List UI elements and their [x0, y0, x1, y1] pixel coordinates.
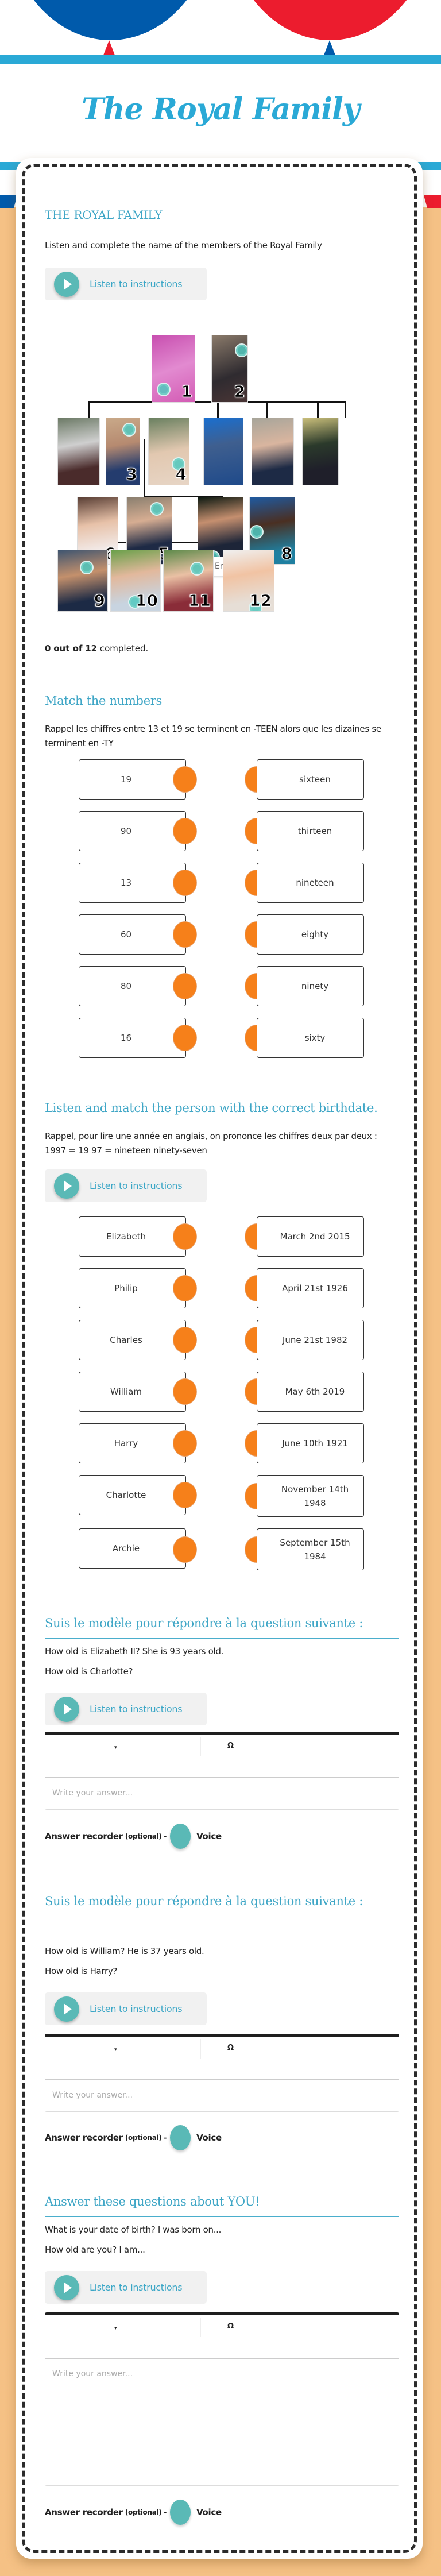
hotspot-icon[interactable] [250, 525, 264, 539]
connector-dot-left[interactable] [173, 921, 197, 948]
hotspot-icon[interactable] [80, 561, 94, 574]
progress-text: 0 out of 12 completed. [45, 643, 149, 654]
tree-line [266, 401, 268, 418]
balloon-knot-blue [324, 40, 335, 55]
answer-recorder: Answer recorder (optional) - Voice [45, 1824, 222, 1849]
match-right-item[interactable]: nineteen [257, 863, 364, 903]
answer-textarea[interactable] [45, 2080, 399, 2111]
match-right-item[interactable]: September 15th 1984 [257, 1528, 364, 1570]
listen-instructions-button[interactable] [45, 1169, 207, 1202]
match-right-item[interactable]: May 6th 2019 [257, 1372, 364, 1412]
photo-3: 3 [106, 418, 140, 485]
section-age-charlotte [45, 1616, 399, 1725]
play-icon [54, 2275, 79, 2300]
connector-dot-left[interactable] [173, 1378, 197, 1405]
section-title: Suis le modèle pour répondre à la question suivante : [45, 1616, 399, 1639]
connector-dot-left[interactable] [173, 1482, 197, 1508]
hotspot-icon[interactable] [157, 383, 171, 396]
section-age-harry [45, 1894, 399, 2025]
photo-2: 2 [211, 335, 248, 403]
question-text: How old is Charlotte? [45, 1666, 133, 1677]
format-dropdown-caret-icon[interactable]: ▾ [114, 1745, 117, 1751]
photo-8: 8 [249, 497, 295, 565]
match-right-item[interactable]: November 14th 1948 [257, 1475, 364, 1517]
photo-11: 11 [163, 550, 214, 612]
connector-dot-left[interactable] [173, 1275, 197, 1301]
connector-dot-left[interactable] [173, 1327, 197, 1353]
match-left-item[interactable]: 19 [79, 759, 186, 800]
match-left-item[interactable]: 16 [79, 1018, 186, 1058]
special-char-omega-icon[interactable]: Ω [227, 2044, 234, 2052]
instruction-text: Listen and complete the name of the members of the Royal Family [45, 240, 322, 250]
page-title: The Royal Family [82, 92, 359, 127]
photo-12: 12 [223, 550, 274, 612]
tree-line [88, 401, 90, 418]
match-left-item[interactable]: Elizabeth [79, 1216, 186, 1257]
answer-editor [45, 1732, 399, 1810]
match-right-item[interactable]: sixteen [257, 759, 364, 800]
play-icon [54, 1996, 79, 2022]
play-icon [54, 1697, 79, 1722]
tree-line [217, 401, 219, 418]
match-right-item[interactable]: June 21st 1982 [257, 1320, 364, 1360]
match-right-item[interactable]: sixty [257, 1018, 364, 1058]
model-sentence: How old is Elizabeth II? She is 93 years old. [45, 1646, 224, 1656]
photo-1: 1 [152, 335, 195, 403]
section-title: Answer these questions about YOU! [45, 2195, 399, 2217]
connector-dot-left[interactable] [173, 1536, 197, 1563]
instruction-text: Rappel les chiffres entre 13 et 19 se terminent en -TEEN alors que les dizaines se terminent en -TY [45, 724, 381, 748]
format-dropdown-caret-icon[interactable]: ▾ [114, 2047, 117, 2053]
answer-textarea[interactable] [45, 1778, 399, 1809]
editor-toolbar [45, 2315, 399, 2359]
section-title: THE ROYAL FAMILY [45, 208, 399, 230]
answer-recorder: Answer recorder (optional) - Voice [45, 2125, 222, 2150]
editor-toolbar [45, 1735, 399, 1778]
connector-dot-left[interactable] [173, 1430, 197, 1457]
match-left-item[interactable]: Harry [79, 1423, 186, 1463]
section-title: Match the numbers [45, 694, 399, 716]
play-icon [54, 272, 79, 297]
match-left-item[interactable]: 90 [79, 811, 186, 851]
toolbar-divider [200, 1737, 201, 1756]
section-match-numbers [45, 694, 399, 751]
toolbar-divider [200, 2318, 201, 2337]
photo-camilla [57, 418, 100, 485]
connector-dot-left[interactable] [173, 1223, 197, 1250]
question-text: How old is Harry? [45, 1966, 118, 1976]
answer-recorder: Answer recorder (optional) - Voice [45, 2500, 222, 2525]
listen-instructions-button[interactable] [45, 1693, 207, 1725]
connector-dot-left[interactable] [173, 1025, 197, 1051]
listen-label: Listen to instructions [90, 2003, 183, 2014]
hotspot-icon[interactable] [235, 343, 248, 357]
tree-line [317, 401, 319, 418]
question-text: What is your date of birth? I was born on... [45, 2224, 222, 2235]
header-stripe [0, 55, 441, 64]
family-tree-image [57, 325, 402, 638]
listen-instructions-button[interactable] [45, 268, 207, 300]
section-royal-family [45, 208, 399, 300]
match-left-item[interactable]: Charlotte [79, 1475, 186, 1515]
photo-edward [302, 418, 339, 485]
match-left-item[interactable]: William [79, 1372, 186, 1412]
hotspot-icon[interactable] [150, 502, 164, 516]
listen-instructions-button[interactable] [45, 2271, 207, 2304]
match-right-item[interactable]: thirteen [257, 811, 364, 851]
question-text: How old are you? I am... [45, 2245, 145, 2255]
match-right-item[interactable]: eighty [257, 914, 364, 955]
instruction-text: Rappel, pour lire une année en anglais, on prononce les chiffres deux par deux : 1997 = 19 97 = nineteen ninety-seven [45, 1131, 377, 1156]
match-right-item[interactable]: June 10th 1921 [257, 1423, 364, 1463]
connector-dot-left[interactable] [173, 870, 197, 896]
format-dropdown-caret-icon[interactable]: ▾ [114, 2326, 117, 2331]
listen-label: Listen to instructions [90, 1180, 183, 1191]
photo-andrew [252, 418, 294, 485]
section-title: Listen and match the person with the correct birthdate. [45, 1101, 399, 1123]
match-right-item[interactable]: ninety [257, 966, 364, 1006]
toolbar-divider [200, 2039, 201, 2059]
record-voice-button[interactable] [170, 2125, 191, 2150]
match-left-item[interactable]: Charles [79, 1320, 186, 1360]
tree-line [345, 401, 346, 418]
special-char-omega-icon[interactable]: Ω [227, 2322, 234, 2331]
editor-toolbar [45, 2037, 399, 2080]
answer-editor [45, 2034, 399, 2112]
balloon-knot-red [103, 40, 115, 55]
connector-dot-left[interactable] [173, 818, 197, 844]
tree-line [144, 439, 145, 497]
listen-label: Listen to instructions [90, 279, 183, 289]
match-left-item[interactable]: Philip [79, 1268, 186, 1308]
listen-instructions-button[interactable] [45, 1992, 207, 2025]
listen-label: Listen to instructions [90, 2282, 183, 2293]
section-about-you [45, 2195, 399, 2304]
record-voice-button[interactable] [170, 2500, 191, 2525]
special-char-omega-icon[interactable]: Ω [227, 1741, 234, 1750]
section-title: Suis le modèle pour répondre à la question suivante : [45, 1894, 399, 1938]
play-icon [54, 1173, 79, 1199]
listen-label: Listen to instructions [90, 1704, 183, 1714]
match-left-item[interactable]: 60 [79, 914, 186, 955]
match-right-item[interactable]: April 21st 1926 [257, 1268, 364, 1308]
photo-9: 9 [57, 550, 108, 612]
connector-dot-left[interactable] [173, 973, 197, 999]
match-right-item[interactable]: March 2nd 2015 [257, 1216, 364, 1257]
answer-editor [45, 2312, 399, 2486]
model-sentence: How old is William? He is 37 years old. [45, 1946, 204, 1956]
answer-textarea[interactable] [45, 2359, 399, 2485]
match-left-item[interactable]: 80 [79, 966, 186, 1006]
hotspot-icon[interactable] [122, 423, 136, 437]
match-left-item[interactable]: 13 [79, 863, 186, 903]
photo-4: 4 [148, 418, 189, 485]
photo-anne [203, 418, 243, 485]
photo-10: 10 [110, 550, 161, 612]
record-voice-button[interactable] [170, 1824, 191, 1849]
match-left-item[interactable]: Archie [79, 1528, 186, 1569]
hotspot-icon[interactable] [190, 562, 204, 576]
section-birthdates [45, 1101, 399, 1202]
connector-dot-left[interactable] [173, 766, 197, 793]
